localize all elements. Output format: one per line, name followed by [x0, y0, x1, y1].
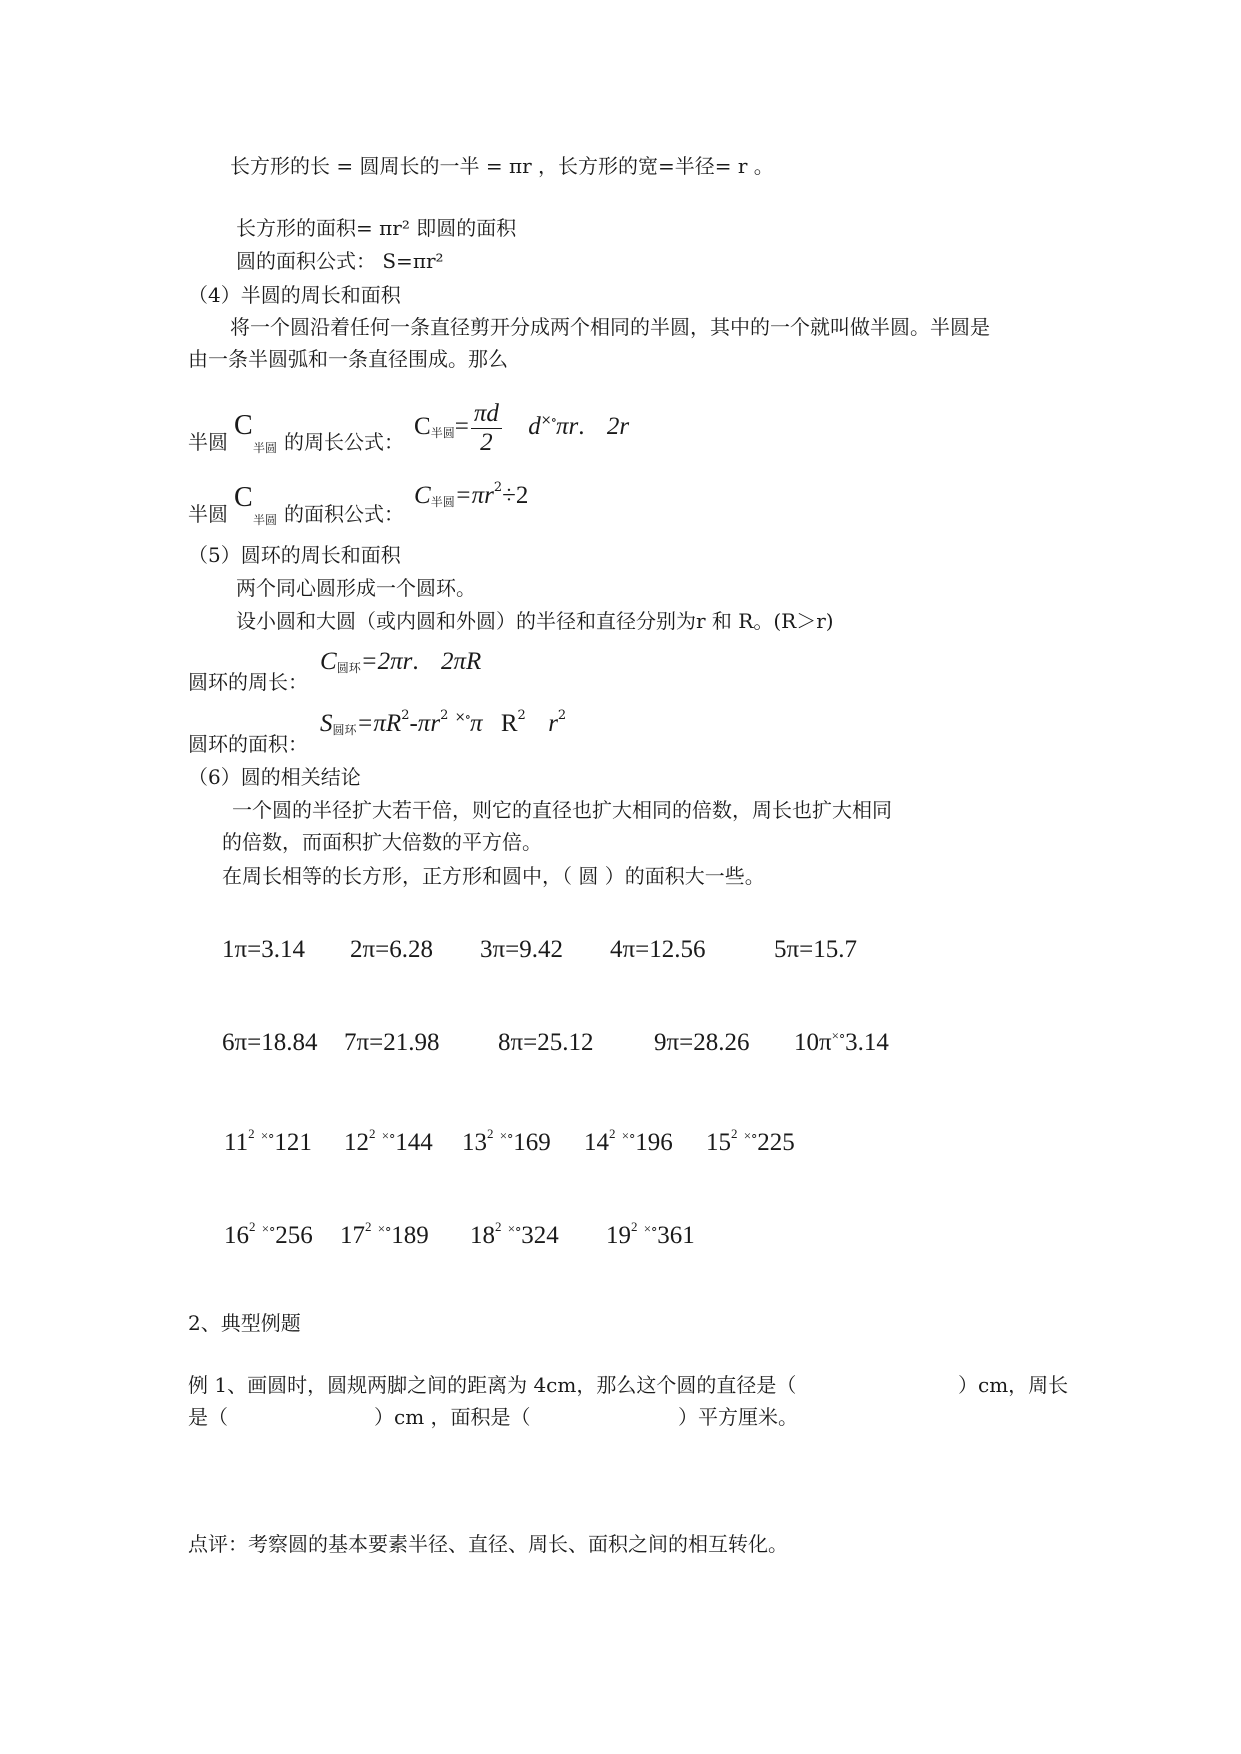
example-1-line-2: 是（ ）cm ，面积是（ ）平方厘米。 — [188, 1405, 798, 1429]
square-value: $15^2$ ×∘225 — [706, 1126, 795, 1156]
section-2-title: 2、典型例题 — [188, 1311, 301, 1335]
squares-row-1 — [224, 1128, 864, 1158]
square-value: $11^2$ ×∘121 — [224, 1126, 312, 1156]
circle-area-formula-line: 圆的面积公式： S=πr² — [236, 249, 444, 273]
rect-length-line: 长方形的长 = 圆周长的一半 = πr ，长方形的宽=半径= r 。 — [230, 154, 774, 178]
pi-value: 9π=28.26 — [654, 1029, 750, 1056]
pi-value: 6π=18.84 — [222, 1029, 318, 1056]
rect-area-line: 长方形的面积= πr² 即圆的面积 — [236, 216, 517, 240]
section-4-paragraph-1: 将一个圆沿着任何一条直径剪开分成两个相同的半圆，其中的一个就叫做半圆。半圆是 — [230, 315, 990, 339]
pi-table-row-1 — [222, 935, 922, 965]
section-6-paragraph-1: 一个圆的半径扩大若干倍，则它的直径也扩大相同的倍数，周长也扩大相同 — [232, 798, 892, 822]
pi-table-row-2 — [222, 1028, 982, 1058]
section-6-paragraph-3: 在周长相等的长方形，正方形和圆中，（ 圆 ）的面积大一些。 — [222, 864, 765, 888]
pi-value: 3π=9.42 — [480, 936, 563, 963]
pi-value: 4π=12.56 — [610, 936, 706, 963]
squares-row-2 — [224, 1221, 824, 1251]
pi-value: 1π=3.14 — [222, 936, 305, 963]
pi-value: 2π=6.28 — [350, 936, 433, 963]
section-5-paragraph-2: 设小圆和大圆（或内圆和外圆）的半径和直径分别为r 和 R。(R＞r) — [236, 609, 834, 633]
pi-value: 8π=25.12 — [498, 1029, 594, 1056]
square-value: $12^2$ ×∘144 — [344, 1126, 433, 1156]
square-value: $13^2$ ×∘169 — [462, 1126, 551, 1156]
example-1-line-1: 例 1、画圆时，圆规两脚之间的距离为 4cm，那么这个圆的直径是（ ）cm，周长 — [188, 1373, 1069, 1397]
section-6-title: （6）圆的相关结论 — [188, 765, 361, 789]
square-value: $16^2$ ×∘256 — [224, 1219, 313, 1249]
pi-value: 7π=21.98 — [344, 1029, 440, 1056]
section-4-paragraph-2: 由一条半圆弧和一条直径围成。那么 — [188, 347, 508, 371]
section-5-paragraph-1: 两个同心圆形成一个圆环。 — [236, 576, 476, 600]
square-value: $18^2$ ×∘324 — [470, 1219, 559, 1249]
square-value: $19^2$ ×∘361 — [606, 1219, 695, 1249]
section-4-title: （4）半圆的周长和面积 — [188, 283, 401, 307]
section-5-title: （5）圆环的周长和面积 — [188, 543, 401, 567]
square-value: $14^2$ ×∘196 — [584, 1126, 673, 1156]
pi-value: 5π=15.7 — [774, 936, 857, 963]
pi-value: 10π×∘3.14 — [794, 1028, 889, 1056]
comment-line: 点评：考察圆的基本要素半径、直径、周长、面积之间的相互转化。 — [188, 1532, 788, 1556]
square-value: $17^2$ ×∘189 — [340, 1219, 429, 1249]
section-6-paragraph-2: 的倍数，而面积扩大倍数的平方倍。 — [222, 830, 542, 854]
